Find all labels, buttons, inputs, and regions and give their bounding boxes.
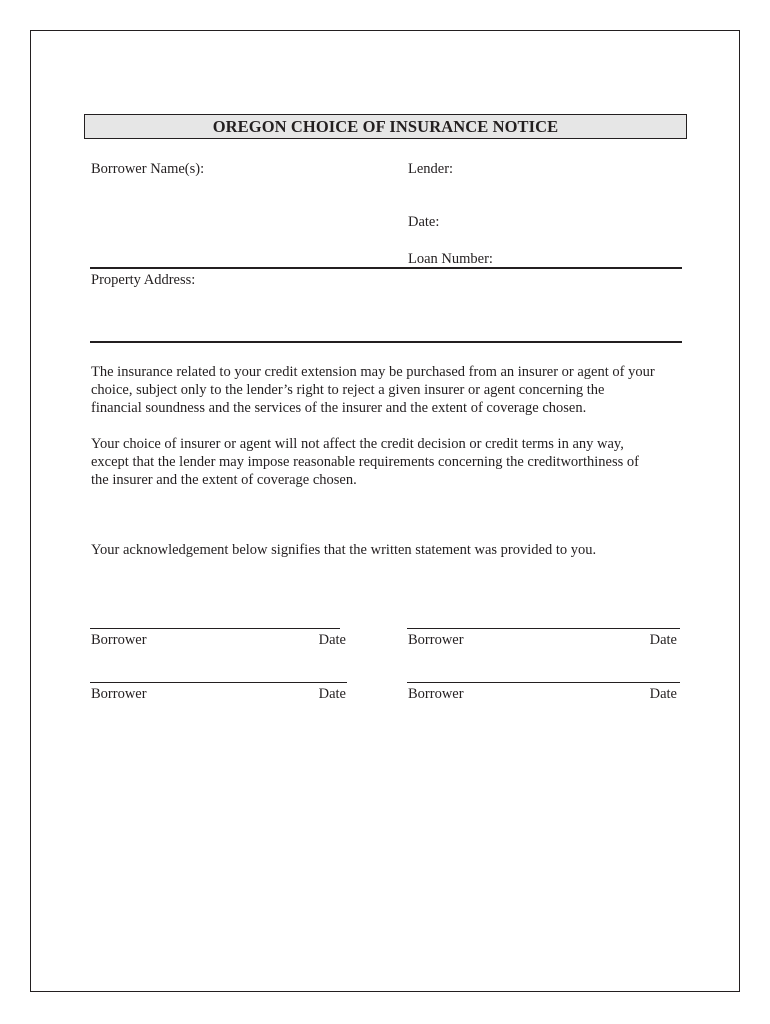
paragraph1-line: financial soundness and the services of the insurer and the extent of coverage chosen. bbox=[91, 400, 587, 416]
signature-line-borrower-3[interactable] bbox=[90, 682, 347, 683]
paragraph2-line: Your choice of insurer or agent will not affect the credit decision or credit terms in any way, bbox=[91, 436, 624, 452]
property-address-top-rule bbox=[90, 267, 682, 269]
signature-line-borrower-4[interactable] bbox=[407, 682, 680, 683]
loan-number-label: Loan Number: bbox=[408, 251, 493, 267]
borrower-label-1: Borrower bbox=[91, 632, 147, 648]
date-label-2: Date bbox=[649, 632, 677, 648]
borrower-names-label: Borrower Name(s): bbox=[91, 161, 205, 177]
paragraph-insurance-purchase bbox=[91, 363, 691, 417]
acknowledgement-statement: Your acknowledgement below signifies that the written statement was provided to you. bbox=[91, 542, 597, 558]
form-title: OREGON CHOICE OF INSURANCE NOTICE bbox=[84, 114, 687, 139]
signature-line-borrower-1[interactable] bbox=[90, 628, 340, 629]
paragraph-choice-of-insurer bbox=[91, 435, 691, 489]
paragraph1-line: The insurance related to your credit extension may be purchased from an insurer or agent of your bbox=[91, 364, 655, 380]
paragraph1-line: choice, subject only to the lender’s right to reject a given insurer or agent concerning the bbox=[91, 382, 605, 398]
borrower-label-3: Borrower bbox=[91, 686, 147, 702]
property-address-label: Property Address: bbox=[91, 272, 196, 288]
date-label-3: Date bbox=[318, 686, 346, 702]
signature-line-borrower-2[interactable] bbox=[407, 628, 680, 629]
date-label: Date: bbox=[408, 214, 440, 230]
date-label-1: Date bbox=[318, 632, 346, 648]
paragraph2-line: the insurer and the extent of coverage chosen. bbox=[91, 472, 357, 488]
lender-label: Lender: bbox=[408, 161, 454, 177]
borrower-label-2: Borrower bbox=[408, 632, 464, 648]
paragraph2-line: except that the lender may impose reasonable requirements concerning the creditworthiness of bbox=[91, 454, 639, 470]
borrower-label-4: Borrower bbox=[408, 686, 464, 702]
date-label-4: Date bbox=[649, 686, 677, 702]
property-address-bottom-rule bbox=[90, 341, 682, 343]
